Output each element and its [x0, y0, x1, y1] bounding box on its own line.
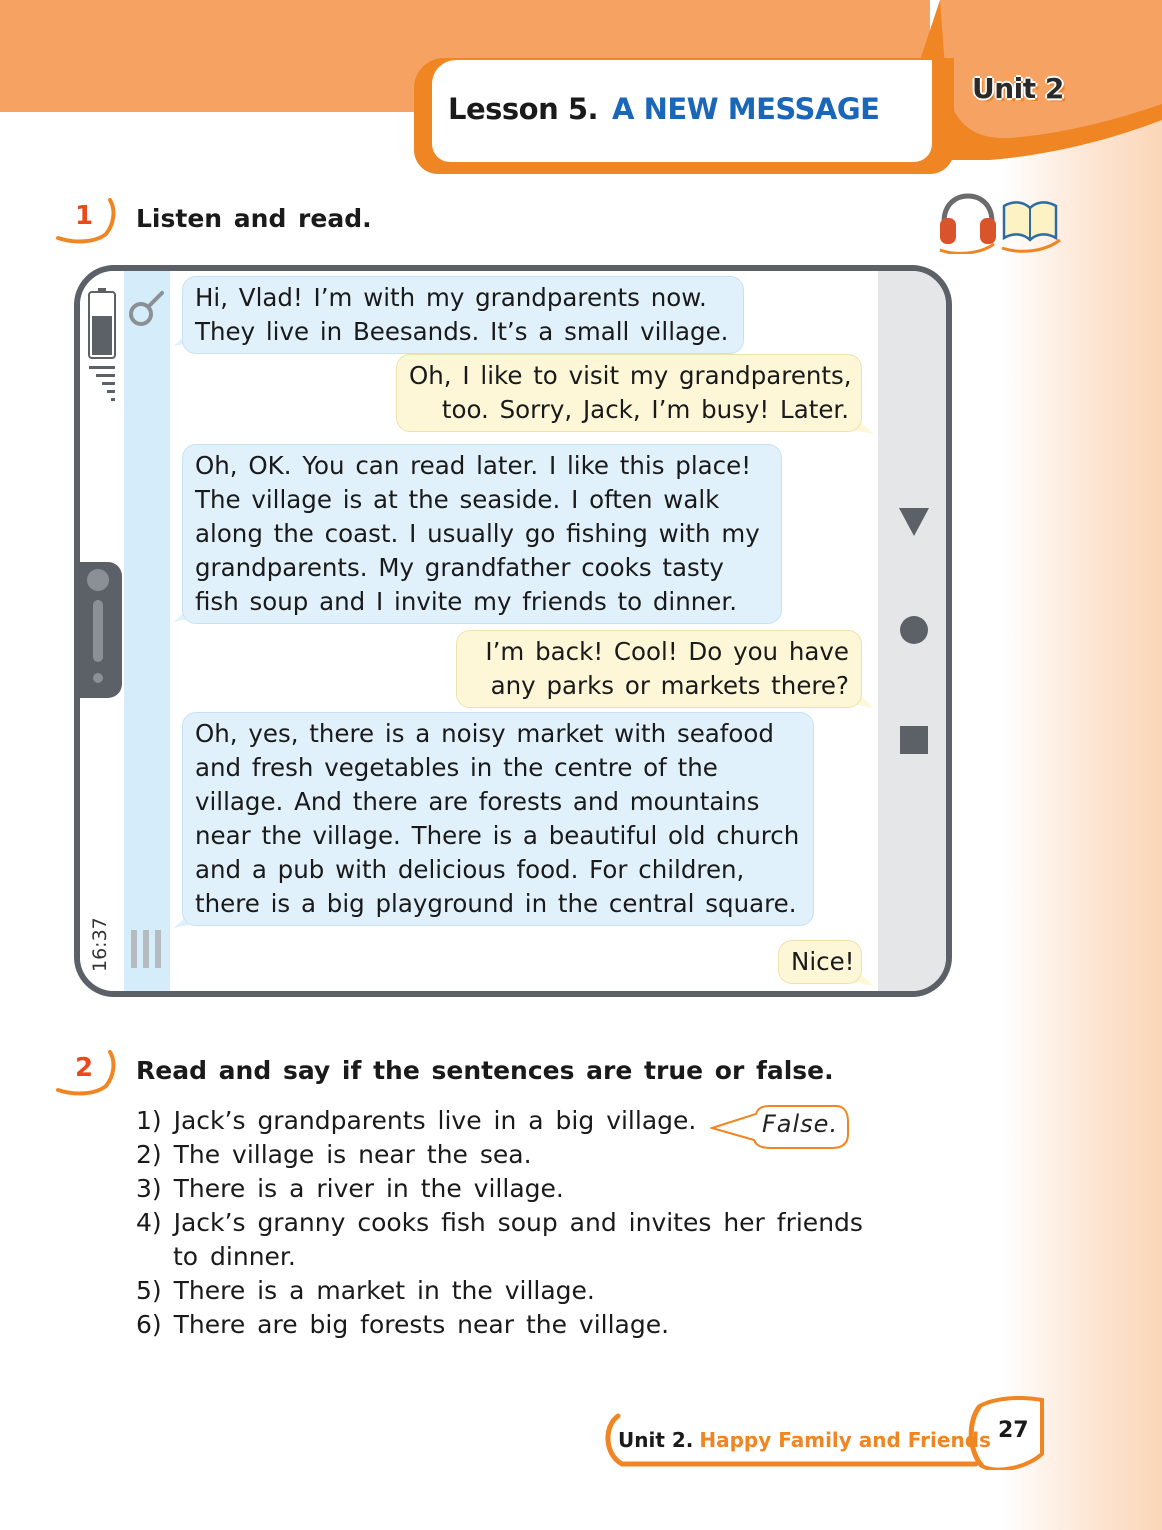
headphones-icon[interactable] [940, 196, 996, 253]
message-line: village. And there are forests and mountains [195, 787, 760, 816]
recent-apps-square-icon[interactable] [900, 726, 928, 754]
message-line: Hi, Vlad! I’m with my grandparents now. [195, 283, 707, 312]
example-answer: False. [762, 1110, 839, 1138]
message-line: along the coast. I usually go fishing with my [195, 519, 760, 548]
exercise-number-swoosh-icon [56, 198, 118, 246]
exercise-1-number [56, 198, 112, 242]
message-line: there is a big playground in the central square. [195, 889, 797, 918]
message-bubble-incoming [182, 276, 744, 354]
message-bubble-incoming [182, 444, 782, 624]
message-line: grandparents. My grandfather cooks tasty [195, 553, 724, 582]
message-line: They live in Beesands. It’s a small village. [195, 317, 729, 346]
lesson-title [448, 92, 879, 126]
statement-item: 4) Jack’s granny cooks fish soup and invites her friends [136, 1208, 863, 1237]
message-line: fish soup and I invite my friends to dinner. [195, 587, 737, 616]
exercise-1-icons [936, 190, 1064, 254]
menu-bars-icon[interactable] [130, 928, 162, 970]
statement-item: 1) Jack’s grandparents live in a big village. [136, 1106, 697, 1135]
message-line: too. Sorry, Jack, I’m busy! Later. [441, 395, 849, 424]
exercise-1-title: Listen and read. [136, 204, 372, 233]
home-circle-icon[interactable] [900, 616, 928, 644]
message-line: near the village. There is a beautiful old church [195, 821, 800, 850]
statement-item: 5) There is a market in the village. [136, 1276, 595, 1305]
message-line: Oh, OK. You can read later. I like this place! [195, 451, 752, 480]
exercise-2-number-text: 2 [74, 1053, 94, 1083]
footer-unit: Unit 2. [618, 1428, 694, 1452]
message-line: Oh, yes, there is a noisy market with seafood [195, 719, 774, 748]
exercise-1-number-text: 1 [74, 201, 94, 231]
message-bubble-incoming [182, 712, 814, 926]
lesson-name: A NEW MESSAGE [612, 92, 880, 126]
statement-item: 2) The village is near the sea. [136, 1140, 532, 1169]
message-line: Nice! [791, 947, 855, 976]
message-line: The village is at the seaside. I often walk [195, 485, 720, 514]
search-icon[interactable] [126, 290, 166, 330]
message-line: Oh, I like to visit my grandparents, [409, 361, 852, 390]
phone-clock: 16:37 [89, 917, 111, 972]
back-triangle-icon[interactable] [899, 508, 929, 536]
battery-signal-icons [86, 286, 126, 410]
statement-item: 3) There is a river in the village. [136, 1174, 564, 1203]
battery-icon [89, 288, 115, 358]
message-bubble-outgoing [456, 630, 862, 708]
exercise-2-title: Read and say if the sentences are true or false. [136, 1056, 834, 1085]
message-line: and fresh vegetables in the centre of the [195, 753, 718, 782]
message-bubble-outgoing [396, 354, 862, 432]
open-book-icon[interactable] [1002, 202, 1060, 251]
unit-badge: Unit 2 [972, 72, 1064, 105]
exercise-number-swoosh-icon [56, 1050, 118, 1098]
message-line: I’m back! Cool! Do you have [485, 637, 849, 666]
message-bubble-outgoing [778, 940, 862, 984]
phone-side-button[interactable] [74, 562, 122, 698]
exercise-2-number [56, 1050, 112, 1094]
phone-chat-sidebar [124, 271, 170, 991]
statement-item-continuation: to dinner. [173, 1242, 296, 1271]
footer-title: Happy Family and Friends [699, 1428, 991, 1452]
signal-icon [89, 366, 115, 401]
message-line: any parks or markets there? [490, 671, 849, 700]
message-line: and a pub with delicious food. For children, [195, 855, 745, 884]
statement-item: 6) There are big forests near the village. [136, 1310, 670, 1339]
page-number: 27 [998, 1418, 1029, 1443]
lesson-number: Lesson 5. [448, 92, 599, 126]
footer-unit-title [618, 1428, 991, 1452]
